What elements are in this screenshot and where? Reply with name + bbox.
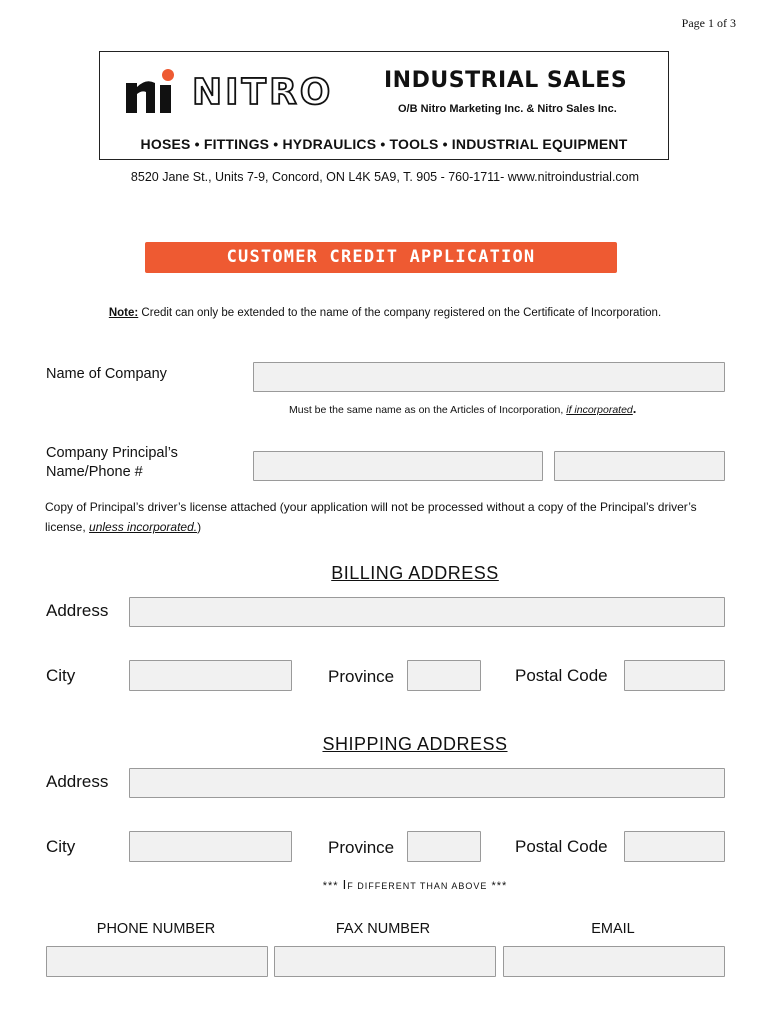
principal-label xyxy=(46,444,178,482)
billing-province-label: Province xyxy=(328,667,395,686)
shipping-postal-label: Postal Code xyxy=(515,837,608,856)
shipping-heading: SHIPPING ADDRESS xyxy=(322,734,508,754)
fax-label: FAX NUMBER xyxy=(335,921,431,937)
billing-address-field[interactable] xyxy=(129,597,725,627)
phone-label: PHONE NUMBER xyxy=(96,921,216,937)
license-instruction xyxy=(45,497,735,537)
logo-wordmark: NITRO xyxy=(192,72,334,113)
billing-province-field[interactable] xyxy=(407,660,481,691)
principal-phone-field[interactable] xyxy=(554,451,725,481)
license-suffix: ) xyxy=(197,520,202,534)
company-name-field[interactable] xyxy=(253,362,725,392)
company-name: INDUSTRIAL SALES xyxy=(384,68,628,93)
email-label: EMAIL xyxy=(591,921,635,937)
shipping-city-label: City xyxy=(46,837,76,856)
license-emphasis: unless incorporated. xyxy=(89,520,198,534)
email-field[interactable] xyxy=(503,946,725,977)
principal-name-field[interactable] xyxy=(253,451,543,481)
page-number: Page 1 of 3 xyxy=(681,16,736,30)
billing-heading: BILLING ADDRESS xyxy=(331,563,499,583)
phone-field[interactable] xyxy=(46,946,268,977)
shipping-postal-field[interactable] xyxy=(624,831,725,862)
shipping-city-field[interactable] xyxy=(129,831,292,862)
tagline: HOSES • FITTINGS • HYDRAULICS • TOOLS • INDUSTRIAL EQUIPMENT xyxy=(140,136,628,152)
billing-city-label: City xyxy=(46,666,76,685)
principal-label-line1: Company Principal’s xyxy=(46,445,178,461)
shipping-province-field[interactable] xyxy=(407,831,481,862)
shipping-note xyxy=(0,877,770,892)
shipping-note-initial: I xyxy=(342,877,348,892)
shipping-province-label: Province xyxy=(328,838,395,857)
note-label: Note: xyxy=(108,307,139,319)
shipping-note-text: F DIFFERENT THAN ABOVE xyxy=(347,881,488,891)
contact-line: 8520 Jane St., Units 7-9, Concord, ON L4K 5A9, T. 905 - 760-1711- www.nitroindustrial.com xyxy=(130,170,640,184)
shipping-note-prefix: *** xyxy=(322,880,343,892)
company-name-label: Name of Company xyxy=(46,366,167,382)
billing-postal-label: Postal Code xyxy=(515,666,608,685)
note-text: Credit can only be extended to the name of the company registered on the Certificate of Incorporation. xyxy=(138,307,662,319)
hint-emphasis: if incorporated xyxy=(566,404,633,416)
principal-label-line2: Name/Phone # xyxy=(46,464,143,480)
hint-text: Must be the same name as on the Articles of Incorporation, xyxy=(289,404,567,416)
credit-note xyxy=(0,307,770,319)
subsidiary-line: O/B Nitro Marketing Inc. & Nitro Sales Inc. xyxy=(398,103,617,115)
billing-address-label: Address xyxy=(46,601,109,620)
billing-city-field[interactable] xyxy=(129,660,292,691)
company-name-hint xyxy=(289,401,636,416)
billing-postal-field[interactable] xyxy=(624,660,725,691)
form-title-banner: CUSTOMER CREDIT APPLICATION xyxy=(145,242,617,273)
shipping-address-field[interactable] xyxy=(129,768,725,798)
license-text: Copy of Principal’s driver’s license attached (your application will not be processed without a copy of the Principal’s driver’s license, xyxy=(45,500,697,534)
fax-field[interactable] xyxy=(274,946,496,977)
shipping-note-suffix: *** xyxy=(487,880,508,892)
shipping-address-label: Address xyxy=(46,772,109,791)
hint-period: . xyxy=(632,401,637,416)
letterhead xyxy=(99,51,669,160)
nitro-logo-icon xyxy=(124,65,182,115)
